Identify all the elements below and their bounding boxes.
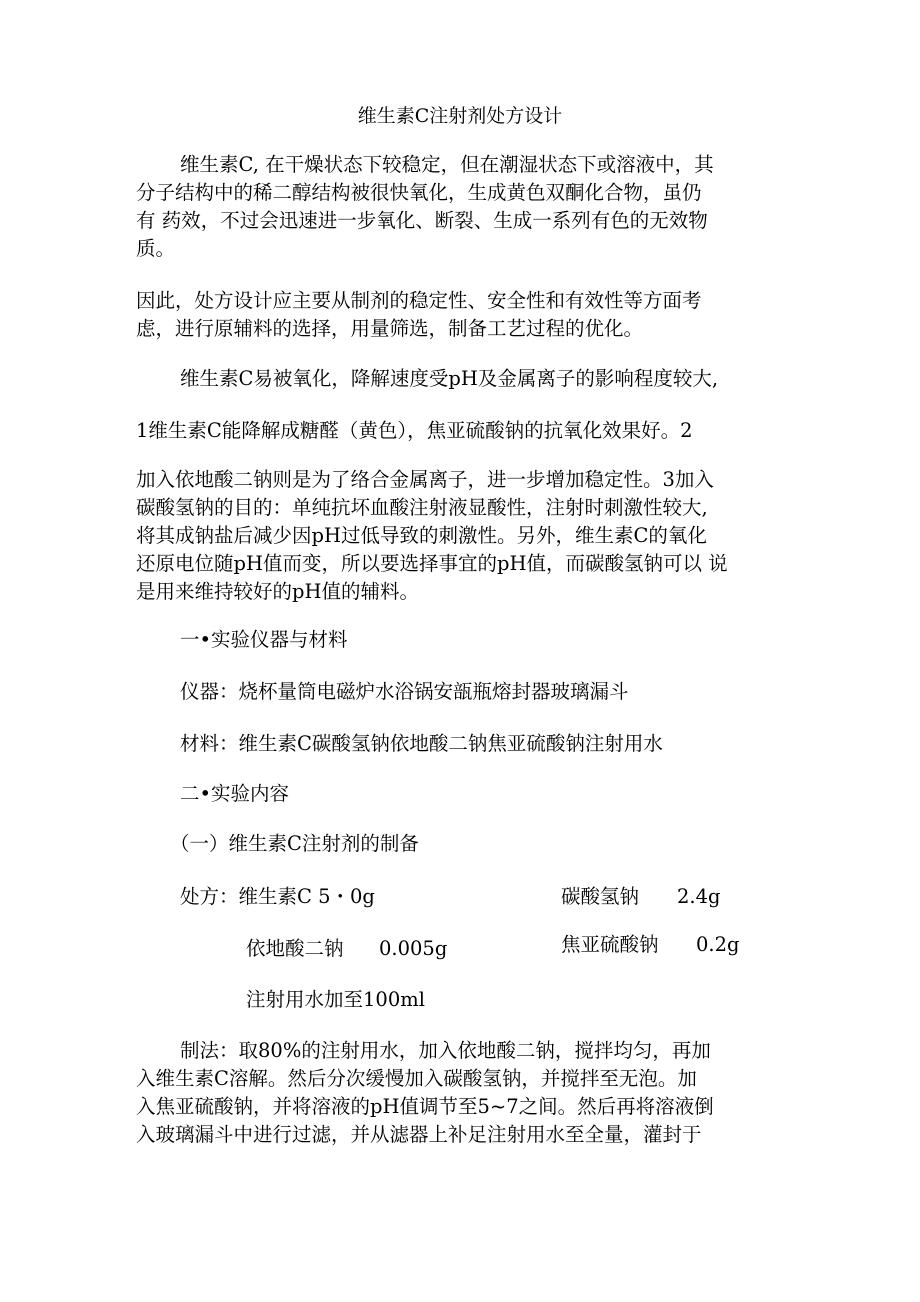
formula-sodium-bicarbonate-amount: 2.4g: [677, 885, 721, 908]
formula-edta: 依地酸二钠: [246, 937, 344, 960]
materials-line: 材料：维生素C碳酸氢钠依地酸二钠焦亚硫酸钠注射用水: [180, 732, 663, 755]
reason-line-3: 将其成钠盐后减少因pH过低导致的刺激性。另外，维生素C的氧化: [136, 524, 707, 547]
design-line-1: 因此，处方设计应主要从制剂的稳定性、安全性和有效性等方面考: [136, 289, 702, 312]
document-title: 维生素C注射剂处方设计: [357, 105, 563, 127]
method-line-3: 入焦亚硫酸钠，并将溶液的pH值调节至5~7之间。然后再将溶液倒: [136, 1095, 714, 1118]
method-line-2: 入维生素C溶解。然后分次缓慢加入碳酸氢钠，并搅拌至无泡。加: [136, 1067, 697, 1090]
reason-line-4: 还原电位随pH值而变，所以要选择事宜的pH值，而碳酸氢钠可以 说: [136, 552, 728, 575]
design-line-2: 虑，进行原辅料的选择，用量筛选，制备工艺过程的优化。: [136, 317, 644, 340]
reason-line-5: 是用来维持较好的pH值的辅料。: [136, 580, 419, 603]
intro-line-1: 维生素C, 在干燥状态下较稳定，但在潮湿状态下或溶液中，其: [180, 153, 714, 176]
method-line-4: 入玻璃漏斗中进行过滤，并从滤器上补足注射用水至全量，灌封于: [136, 1123, 702, 1146]
formula-water: 注射用水加至100ml: [246, 988, 425, 1011]
section-1-heading: 一•实验仪器与材料: [180, 628, 348, 651]
reason-line-1: 加入依地酸二钠则是为了络合金属离子，进一步增加稳定性。3加入: [136, 468, 714, 491]
section-2-heading: 二•实验内容: [180, 782, 290, 805]
intro-line-4: 质。: [136, 237, 176, 260]
oxidation-line: 维生素C易被氧化，降解速度受pH及金属离子的影响程度较大,: [180, 367, 719, 390]
subsection-1-heading: （一）维生素C注射剂的制备: [170, 832, 419, 855]
formula-vitamin-c: 处方：维生素C 5・0g: [180, 885, 375, 908]
instruments-line: 仪器：烧杯量筒电磁炉水浴锅安瓿瓶熔封器玻璃漏斗: [180, 680, 629, 703]
formula-metabisulfite: 焦亚硫酸钠: [561, 933, 659, 956]
formula-sodium-bicarbonate: 碳酸氢钠: [561, 885, 640, 908]
reason-1-line: 1维生素C能降解成糖醛（黄色），焦亚硫酸钠的抗氧化效果好。2: [136, 419, 693, 442]
formula-metabisulfite-amount: 0.2g: [696, 933, 740, 956]
method-line-1: 制法：取80%的注射用水，加入依地酸二钠，搅拌均匀，再加: [180, 1039, 711, 1062]
formula-edta-amount: 0.005g: [379, 937, 448, 960]
intro-line-3: 有 药效，不过会迅速进一步氧化、断裂、生成一系列有色的无效物: [136, 209, 708, 232]
reason-line-2: 碳酸氢钠的目的：单纯抗坏血酸注射液显酸性，注射时刺激性较大,: [136, 496, 708, 519]
intro-line-2: 分子结构中的稀二醇结构被很快氧化，生成黄色双酮化合物，虽仍: [136, 181, 702, 204]
